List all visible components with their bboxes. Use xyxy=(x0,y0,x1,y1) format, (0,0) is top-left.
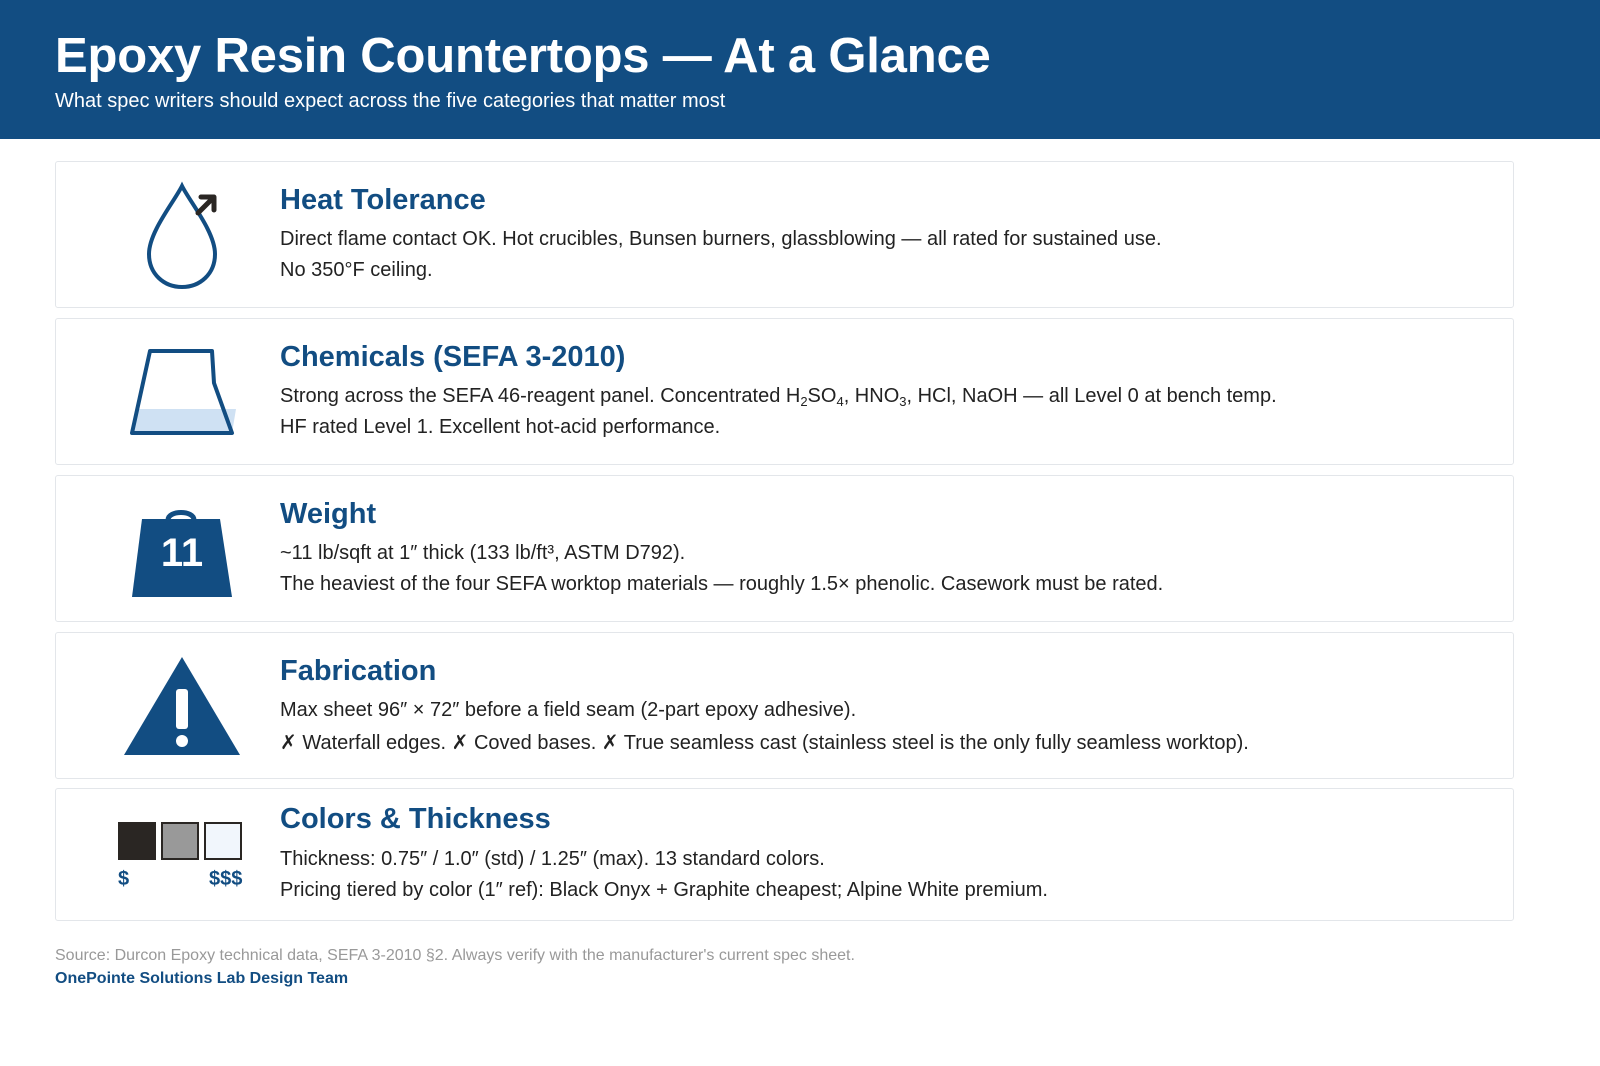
card-text-line: Direct flame contact OK. Hot crucibles, Bunsen burners, glassblowing — all rated for sustained use. xyxy=(280,228,1162,250)
page-subtitle: What spec writers should expect across the five categories that matter most xyxy=(55,90,726,112)
page-title: Epoxy Resin Countertops — At a Glance xyxy=(55,29,991,83)
card-text-line: Max sheet 96″ × 72″ before a field seam (2-part epoxy adhesive). xyxy=(280,699,857,721)
card-weight xyxy=(55,475,1514,622)
swatch-white xyxy=(204,822,242,860)
card-chemicals xyxy=(55,318,1514,465)
card-title: Heat Tolerance xyxy=(280,184,486,216)
weight-icon-label: 11 xyxy=(160,531,204,575)
card-text-line: Pricing tiered by color (1″ ref): Black Onyx + Graphite cheapest; Alpine White premium. xyxy=(280,879,1048,901)
card-title: Colors & Thickness xyxy=(280,803,551,835)
heat-drop-icon xyxy=(141,180,231,292)
price-high-label: $$$ xyxy=(209,868,243,890)
header-banner xyxy=(0,0,1600,139)
card-text-line: No 350°F ceiling. xyxy=(280,259,433,281)
warning-icon xyxy=(122,655,242,757)
card-text-line: Strong across the SEFA 46-reagent panel. Concentrated $H_2SO_4$, $HNO_3$, HCl, NaOH — all Level 0 at bench temp. xyxy=(280,385,1277,409)
card-text-line: HF rated Level 1. Excellent hot-acid performance. xyxy=(280,416,721,438)
card-heat-tolerance xyxy=(55,161,1514,308)
swatch-black xyxy=(118,822,156,860)
card-text-line: ✗ Waterfall edges. ✗ Coved bases. ✗ True seamless cast (stainless steel is the only fully seamless worktop). xyxy=(280,732,1249,754)
card-title: Chemicals (SEFA 3-2010) xyxy=(280,341,626,373)
beaker-icon xyxy=(128,347,240,437)
card-fabrication xyxy=(55,632,1514,779)
card-text-line: Thickness: 0.75″ / 1.0″ (std) / 1.25″ (max). 13 standard colors. xyxy=(280,848,825,870)
swatch-graphite xyxy=(161,822,199,860)
card-colors-thickness xyxy=(55,788,1514,921)
card-text-line: The heaviest of the four SEFA worktop materials — roughly 1.5× phenolic. Casework must be rated. xyxy=(280,573,1164,595)
card-title: Fabrication xyxy=(280,655,437,687)
source-note: Source: Durcon Epoxy technical data, SEFA 3-2010 §2. Always verify with the manufacturer's current spec sheet. xyxy=(55,947,855,964)
team-credit: OnePointe Solutions Lab Design Team xyxy=(55,970,349,987)
card-text-line: ~11 lb/sqft at 1″ thick (133 lb/ft³, ASTM D792). xyxy=(280,542,686,564)
price-low-label: $ xyxy=(118,868,130,890)
card-title: Weight xyxy=(280,498,377,530)
